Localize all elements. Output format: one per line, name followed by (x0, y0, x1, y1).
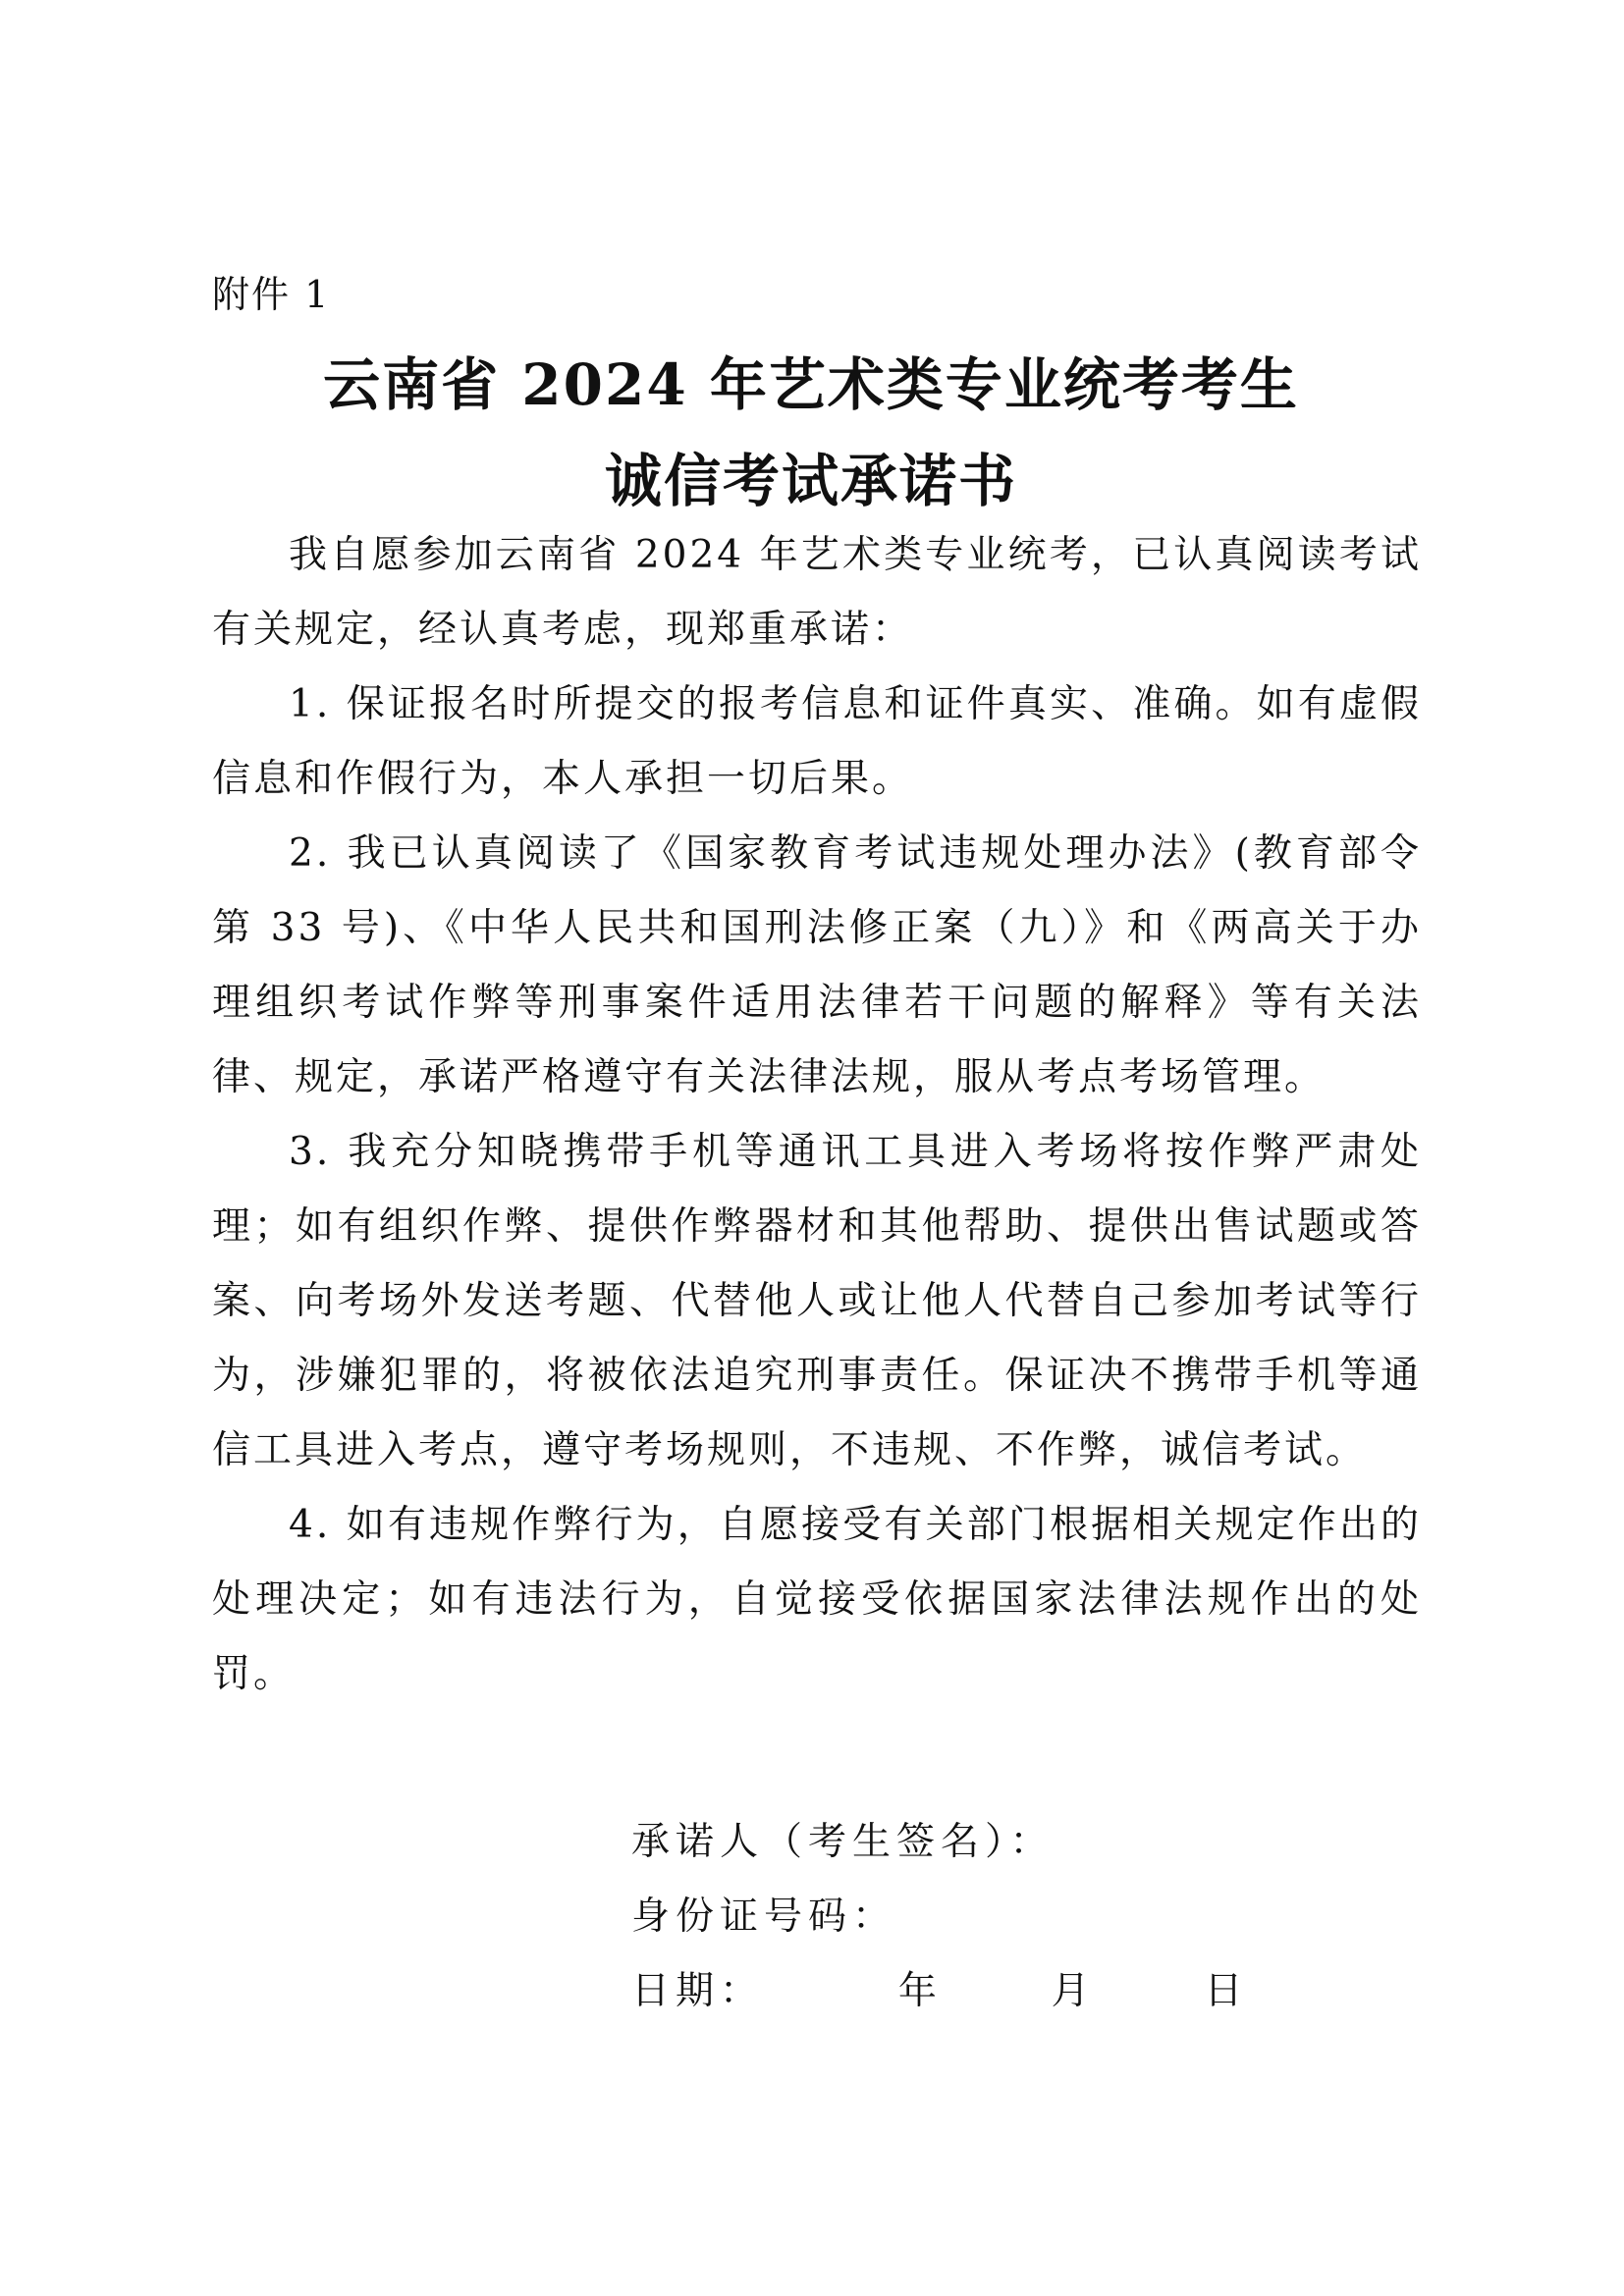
attachment-label: 附件 1 (212, 273, 331, 316)
document-body (212, 518, 1422, 1712)
intro-paragraph: 我自愿参加云南省 2024 年艺术类专业统考，已认真阅读考试有关规定，经认真考虑，现郑重承诺： (212, 533, 1422, 652)
pledge-item-3: 3. 我充分知晓携带手机等通讯工具进入考场将按作弊严肃处理；如有组织作弊、提供作弊器材和其他帮助、提供出售试题或答案、向考场外发送考题、代替他人或让他人代替自己参加考试等行为，涉嫌犯罪的，将被依法追究刑事责任。保证决不携带手机等通信工具进入考点，遵守考场规则，不违规、不作弊，诚信考试。 (212, 1130, 1422, 1472)
date-label: 日期： (631, 1969, 765, 2013)
year-label: 年 (897, 1969, 943, 2013)
month-label: 月 (1051, 1969, 1096, 2013)
pledge-item-2: 2. 我已认真阅读了《国家教育考试违规处理办法》(教育部令第 33 号)、《中华人民共和国刑法修正案（九）》和《两高关于办理组织考试作弊等刑事案件适用法律若干问题的解释》等有关法律、规定，承诺严格遵守有关法律法规，服从考点考场管理。 (212, 831, 1422, 1099)
id-number-label: 身份证号码： (631, 1895, 897, 1939)
signature-block (631, 1805, 1319, 2029)
promisor-signature-label: 承诺人（考生签名）： (631, 1820, 1055, 1864)
day-label: 日 (1204, 1969, 1249, 2013)
pledge-item-4: 4. 如有违规作弊行为，自愿接受有关部门根据相关规定作出的处理决定；如有违法行为，自觉接受依据国家法律法规作出的处罚。 (212, 1503, 1422, 1696)
date-line (631, 1954, 1319, 2029)
document-title-line-1: 云南省 2024 年艺术类专业统考考生 (323, 351, 1299, 418)
pledge-item-1: 1. 保证报名时所提交的报考信息和证件真实、准确。如有虚假信息和作假行为，本人承担一切后果。 (212, 682, 1422, 801)
document-title-line-2: 诚信考试承诺书 (604, 448, 1017, 514)
